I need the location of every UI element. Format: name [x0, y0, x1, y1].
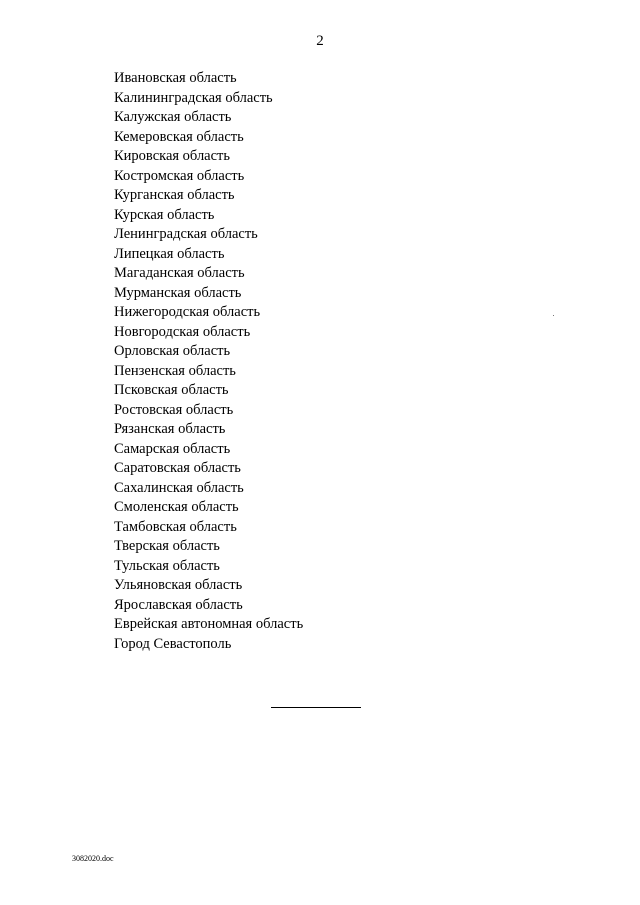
list-item: Ульяновская область [114, 577, 243, 593]
list-item: Липецкая область [114, 245, 225, 262]
list-item: Ростовская область [114, 401, 234, 418]
list-item: Магаданская область [114, 265, 245, 281]
list-item: Ивановская область [114, 70, 237, 86]
list-item: Ленинградская область [114, 226, 258, 242]
page-number: 2 [316, 33, 324, 49]
list-item: Калининградская область [114, 89, 273, 106]
list-item: Город Севастополь [114, 635, 232, 652]
list-item: Саратовская область [114, 460, 241, 476]
list-item: Кировская область [114, 148, 231, 164]
list-item: Тамбовская область [114, 518, 237, 535]
list-item: Пензенская область [114, 362, 236, 379]
list-item: Еврейская автономная область [114, 616, 304, 632]
list-item: Новгородская область [114, 323, 251, 340]
scan-speck [553, 315, 554, 316]
list-item: Смоленская область [114, 499, 239, 515]
list-item: Кемеровская область [114, 128, 244, 145]
list-item: Ярославская область [114, 596, 243, 613]
list-item: Сахалинская область [114, 479, 244, 496]
list-item: Нижегородская область [114, 304, 261, 320]
list-item: Курская область [114, 206, 215, 223]
list-item: Псковская область [114, 382, 229, 398]
list-item: Костромская область [114, 167, 245, 184]
end-of-list-rule [271, 707, 361, 708]
list-item: Рязанская область [114, 421, 226, 437]
list-item: Тульская область [114, 557, 220, 574]
list-item: Самарская область [114, 440, 231, 457]
region-list [114, 69, 303, 654]
list-item: Орловская область [114, 343, 231, 359]
list-item: Курганская область [114, 187, 235, 203]
list-item: Калужская область [114, 109, 232, 125]
list-item: Мурманская область [114, 284, 242, 301]
list-item: Тверская область [114, 538, 220, 554]
footer-file-name: 3082020.doc [72, 854, 114, 863]
